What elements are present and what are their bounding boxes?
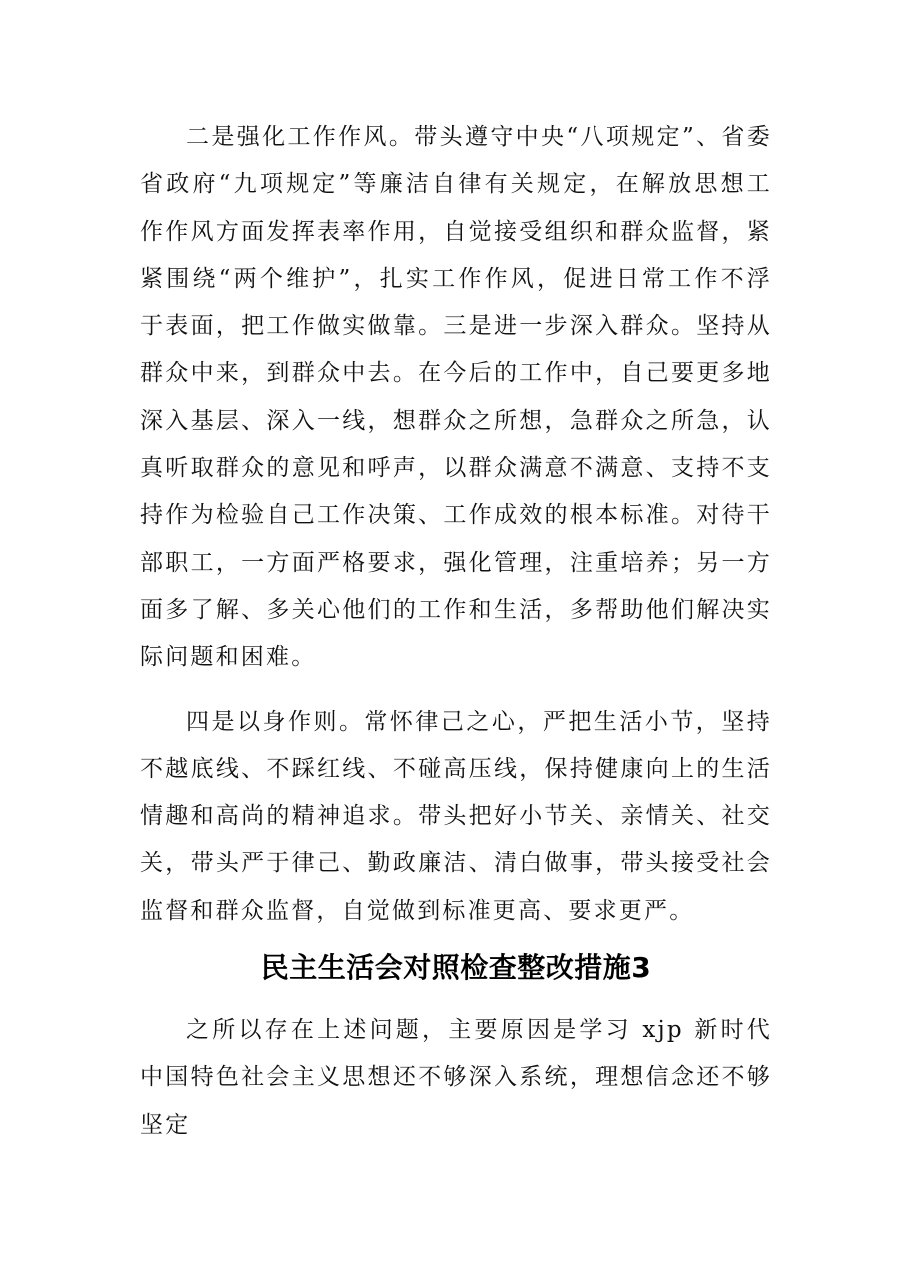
body-paragraph-self-discipline: 四是以身作则。常怀律己之心，严把生活小节，坚持不越底线、不踩红线、不碰高压线，保持健康向上的生活情趣和高尚的精神追求。带头把好小节关、亲情关、社交关，带头严于律己、勤政廉洁、清白做事，带头接受社会监督和群众监督，自觉做到标准更高、要求更严。 (140, 708, 772, 924)
body-paragraph-causes: 之所以存在上述问题，主要原因是学习 xjp 新时代中国特色社会主义思想还不够深入系统，理想信念还不够坚定 (140, 1017, 772, 1138)
body-paragraph-work-style: 二是强化工作作风。带头遵守中央“八项规定”、省委省政府“九项规定”等廉洁自律有关规定，在解放思想工作作风方面发挥表率作用，自觉接受组织和群众监督，紧紧围绕“两个维护”，扎实工作作风，促进日常工作不浮于表面，把工作做实做靠。三是进一步深入群众。坚持从群众中来，到群众中去。在今后的工作中，自己要更多地深入基层、深入一线，想群众之所想，急群众之所急，认真听取群众的意见和呼声，以群众满意不满意、支持不支持作为检验自己工作决策、工作成效的根本标准。对待干部职工，一方面严格要求，强化管理，注重培养；另一方面多了解、多关心他们的工作和生活，多帮助他们解决实际问题和困难。 (140, 124, 772, 671)
document-page (140, 114, 772, 1149)
section-heading: 民主生活会对照检查整改措施3 (260, 951, 652, 985)
